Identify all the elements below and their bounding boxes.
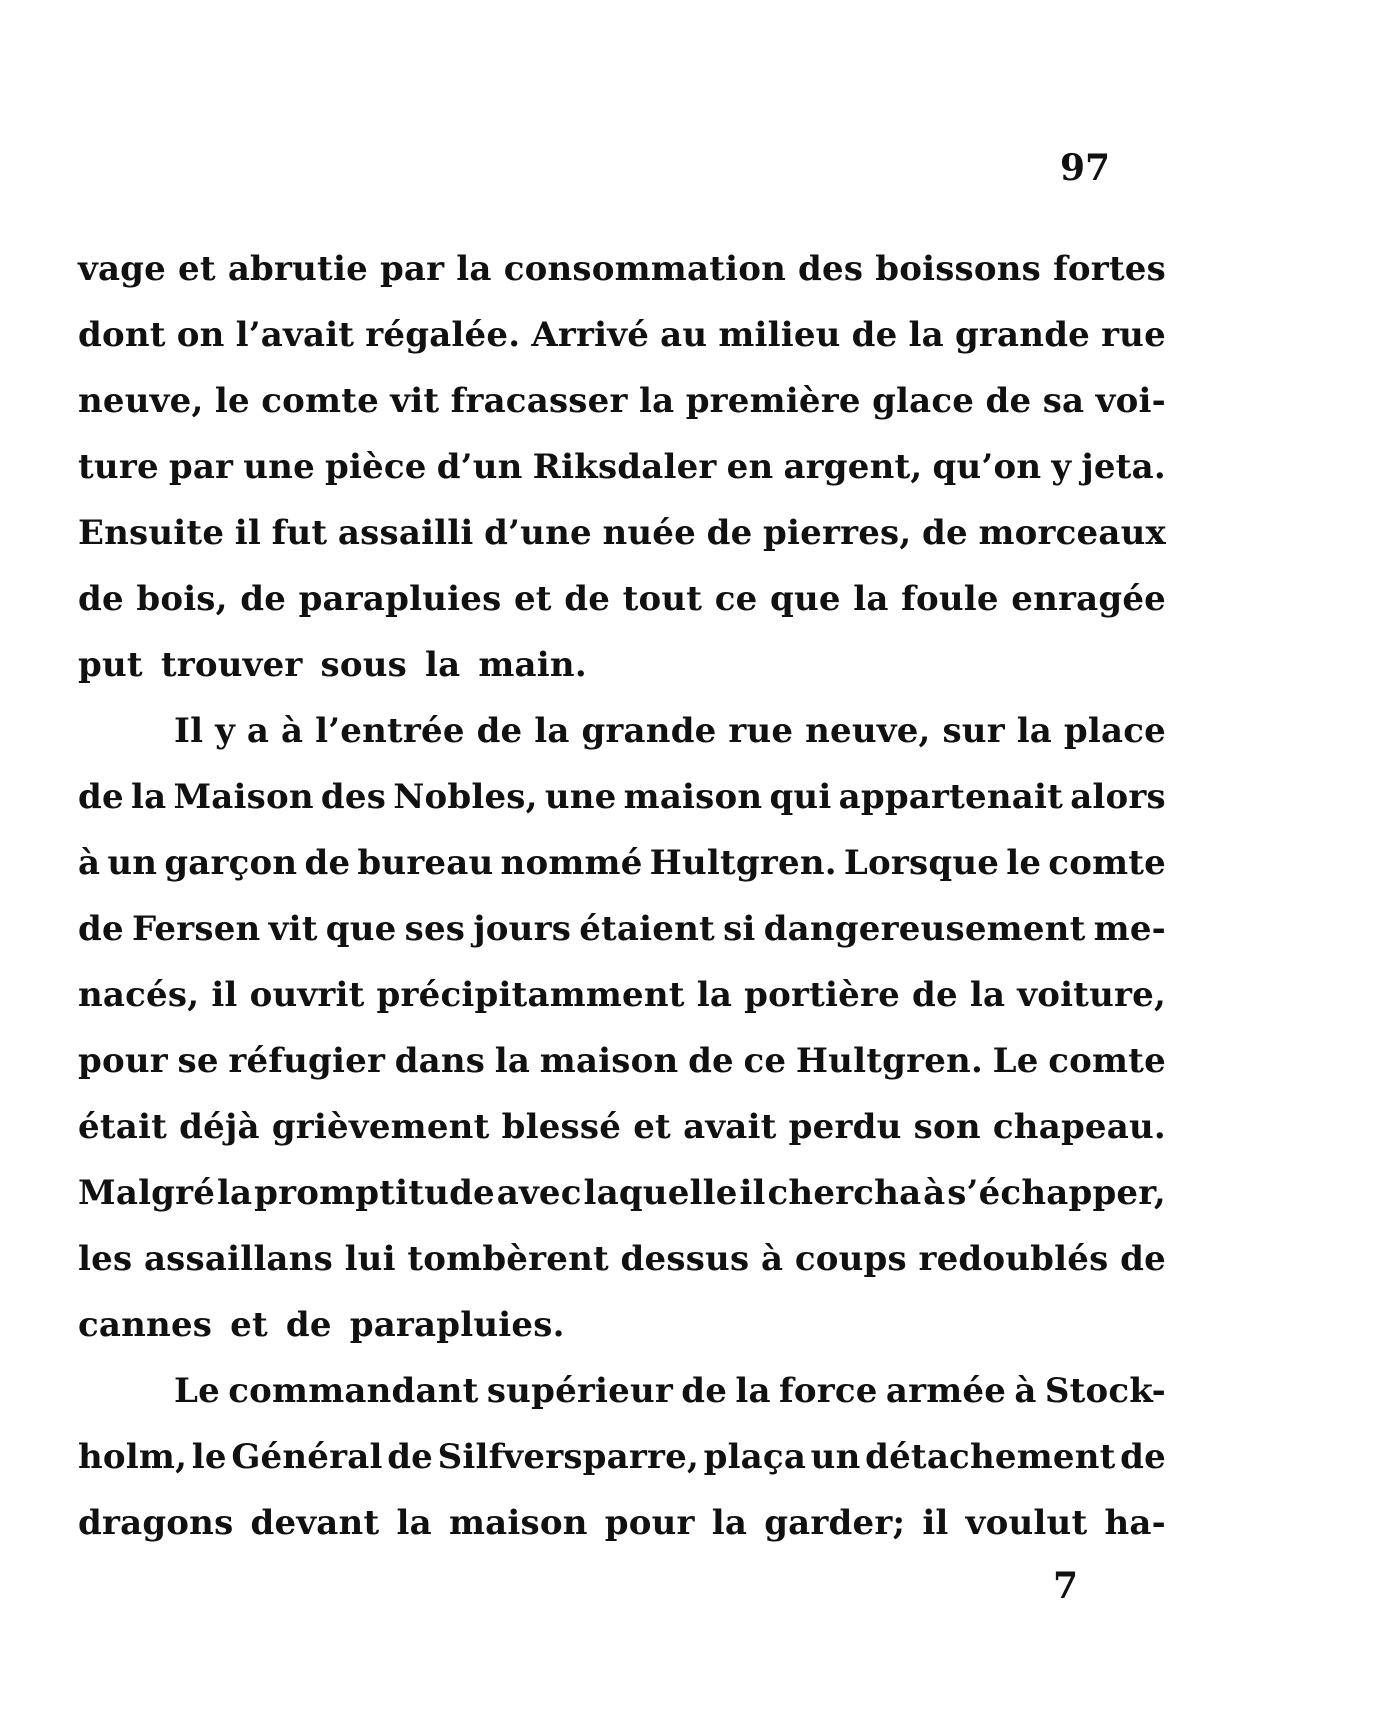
text-line xyxy=(78,236,1166,302)
text-line xyxy=(78,1226,1166,1292)
word: cannes xyxy=(78,1305,213,1345)
word: précipitamment xyxy=(376,975,685,1015)
word: la xyxy=(425,645,461,685)
word: glace xyxy=(872,381,975,421)
word: neuve, xyxy=(78,381,204,421)
word: au xyxy=(660,315,708,355)
word: armée xyxy=(885,1371,1007,1411)
word: dangereusement xyxy=(763,909,1086,949)
word: le xyxy=(1006,843,1042,883)
word: sur xyxy=(942,711,1005,751)
word: foule xyxy=(901,579,999,619)
word: le xyxy=(214,381,250,421)
word: à xyxy=(1014,1371,1037,1411)
word: un xyxy=(810,1437,861,1477)
word: d’une xyxy=(484,513,592,553)
word: neuve, xyxy=(805,711,931,751)
word: de xyxy=(681,1371,728,1411)
word: jeta. xyxy=(1081,447,1166,487)
word: supérieur xyxy=(486,1371,673,1411)
word: la xyxy=(1016,711,1053,751)
word: lui xyxy=(344,1239,396,1279)
word: était xyxy=(78,1107,167,1147)
word: assailli xyxy=(337,513,474,553)
word: de xyxy=(240,579,287,619)
text-line xyxy=(78,1358,1166,1424)
text-line xyxy=(78,698,1166,764)
word: le xyxy=(191,1437,227,1477)
word: de xyxy=(911,975,958,1015)
word: et xyxy=(513,579,552,619)
word: que xyxy=(325,909,397,949)
word: pierres, xyxy=(763,513,912,553)
word: en xyxy=(726,447,774,487)
word: parapluies xyxy=(298,579,502,619)
word: pièce xyxy=(324,447,427,487)
body-text xyxy=(78,236,1166,1556)
text-line xyxy=(78,500,1166,566)
word: la xyxy=(638,381,675,421)
word: de xyxy=(851,315,898,355)
word: la xyxy=(908,315,944,355)
word: il xyxy=(211,975,238,1015)
word: de xyxy=(476,711,523,751)
word: dans xyxy=(394,1041,486,1081)
word: déjà xyxy=(179,1107,260,1147)
word: un xyxy=(107,843,158,883)
text-line xyxy=(78,764,1166,830)
word: si xyxy=(723,909,756,949)
word: la xyxy=(696,975,733,1015)
word: sous xyxy=(320,645,408,685)
word: dont xyxy=(78,315,166,355)
word: de xyxy=(387,1437,434,1477)
word: parapluies. xyxy=(349,1305,565,1345)
word: y xyxy=(215,711,236,751)
word: milieu xyxy=(718,315,841,355)
word: de xyxy=(78,909,124,949)
word: jours xyxy=(473,909,572,949)
word: ce xyxy=(743,1041,787,1081)
word: blessé xyxy=(501,1107,622,1147)
word: détachement xyxy=(865,1437,1116,1477)
word: comte xyxy=(1048,843,1166,883)
word: que xyxy=(770,579,841,619)
signature-mark: 7 xyxy=(1053,1565,1079,1607)
word: Stock- xyxy=(1044,1371,1166,1411)
text-line xyxy=(78,368,1166,434)
word: à xyxy=(281,711,304,751)
word: main. xyxy=(478,645,587,685)
word: ha- xyxy=(1104,1503,1166,1543)
word: de xyxy=(688,1041,734,1081)
word: maison xyxy=(539,1041,679,1081)
word: des xyxy=(320,777,387,817)
word: put xyxy=(78,645,143,685)
word: étaient xyxy=(579,909,715,949)
word: la xyxy=(534,711,570,751)
word: Général xyxy=(231,1437,383,1477)
word: ture xyxy=(78,447,159,487)
word: régalée. xyxy=(365,315,521,355)
word: voi- xyxy=(1095,381,1166,421)
word: appartenait xyxy=(838,777,1064,817)
word: morceaux xyxy=(978,513,1166,553)
word: maison xyxy=(623,777,763,817)
word: de xyxy=(985,381,1032,421)
word: assaillans xyxy=(143,1239,333,1279)
word: avec xyxy=(496,1173,582,1213)
text-line xyxy=(78,1292,1166,1358)
word: fortes xyxy=(1053,249,1166,289)
text-line xyxy=(78,1028,1166,1094)
word: réfugier xyxy=(228,1041,386,1081)
word: garder; xyxy=(764,1503,906,1543)
word: redoublés xyxy=(918,1239,1109,1279)
text-line xyxy=(78,302,1166,368)
word: sa xyxy=(1042,381,1085,421)
word: l’avait xyxy=(235,315,355,355)
text-line xyxy=(78,1424,1166,1490)
word: place xyxy=(1063,711,1166,751)
word: une xyxy=(544,777,617,817)
word: qui xyxy=(769,777,832,817)
word: vage xyxy=(78,249,166,289)
word: les xyxy=(78,1239,133,1279)
text-line xyxy=(78,1490,1166,1556)
word: perdu xyxy=(788,1107,902,1147)
word: tombèrent xyxy=(407,1239,609,1279)
word: ses xyxy=(404,909,466,949)
word: une xyxy=(243,447,315,487)
word: pour xyxy=(604,1503,695,1543)
word: première xyxy=(685,381,861,421)
word: la xyxy=(494,1041,531,1081)
word: voulut xyxy=(965,1503,1088,1543)
word: comte xyxy=(261,381,379,421)
word: rue xyxy=(1101,315,1166,355)
word: garçon xyxy=(164,843,298,883)
word: de xyxy=(1120,1239,1166,1279)
word: voiture, xyxy=(1017,975,1166,1015)
text-line xyxy=(78,566,1166,632)
text-line xyxy=(78,434,1166,500)
word: qu’on xyxy=(932,447,1042,487)
word: grande xyxy=(581,711,717,751)
word: des xyxy=(798,249,864,289)
word: promptitude xyxy=(254,1173,495,1213)
word: de xyxy=(922,513,968,553)
word: son xyxy=(913,1107,981,1147)
word: consommation xyxy=(503,249,787,289)
word: la xyxy=(130,777,167,817)
word: la xyxy=(456,249,492,289)
word: chapeau. xyxy=(992,1107,1166,1147)
word: la xyxy=(735,1371,771,1411)
word: Hultgren. xyxy=(649,843,837,883)
word: holm, xyxy=(78,1437,188,1477)
word: alors xyxy=(1070,777,1166,817)
word: grièvement xyxy=(271,1107,490,1147)
word: devant xyxy=(250,1503,380,1543)
text-line xyxy=(78,896,1166,962)
word: la xyxy=(396,1503,432,1543)
word: se xyxy=(177,1041,219,1081)
word: argent, xyxy=(783,447,923,487)
word: Malgré xyxy=(78,1173,216,1213)
text-line xyxy=(78,1094,1166,1160)
word: portière xyxy=(744,975,900,1015)
word: de xyxy=(706,513,753,553)
word: de xyxy=(304,843,351,883)
word: rue xyxy=(728,711,794,751)
word: nommé xyxy=(500,843,643,883)
word: dragons xyxy=(78,1503,234,1543)
word: plaça xyxy=(703,1437,807,1477)
word: et xyxy=(230,1305,268,1345)
word: la xyxy=(711,1503,748,1543)
word: bois, xyxy=(136,579,228,619)
text-line xyxy=(78,962,1166,1028)
word: à xyxy=(760,1239,784,1279)
word: vit xyxy=(390,381,440,421)
word: vit xyxy=(268,909,318,949)
word: Lorsque xyxy=(843,843,1000,883)
word: Maison xyxy=(173,777,314,817)
word: et xyxy=(633,1107,671,1147)
word: bureau xyxy=(357,843,494,883)
page-number: 97 xyxy=(1060,147,1111,189)
word: d’un xyxy=(436,447,523,487)
word: grande xyxy=(954,315,1090,355)
word: de xyxy=(285,1305,332,1345)
word: Le xyxy=(992,1041,1039,1081)
word: ouvrit xyxy=(249,975,365,1015)
word: Hultgren. xyxy=(795,1041,983,1081)
text-line xyxy=(78,1160,1166,1226)
word: à xyxy=(78,843,101,883)
word: pour xyxy=(78,1041,168,1081)
word: avait xyxy=(683,1107,777,1147)
word: boissons xyxy=(875,249,1042,289)
word: comte xyxy=(1048,1041,1166,1081)
word: par xyxy=(168,447,234,487)
word: nuée xyxy=(602,513,696,553)
word: coups xyxy=(794,1239,907,1279)
word: la xyxy=(216,1173,253,1213)
word: de xyxy=(564,579,611,619)
word: Silfversparre, xyxy=(437,1437,699,1477)
word: force xyxy=(779,1371,878,1411)
word: il xyxy=(922,1503,949,1543)
word: Nobles, xyxy=(393,777,538,817)
word: Le xyxy=(174,1371,220,1411)
word: laquelle xyxy=(583,1173,738,1213)
word: ce xyxy=(714,579,758,619)
word: Riksdaler xyxy=(532,447,717,487)
word: il xyxy=(739,1173,766,1213)
word: a xyxy=(246,711,270,751)
word: on xyxy=(176,315,225,355)
word: Fersen xyxy=(131,909,261,949)
word: abrutie xyxy=(227,249,368,289)
word: à xyxy=(923,1173,946,1213)
text-line xyxy=(78,830,1166,896)
word: de xyxy=(78,777,124,817)
word: tout xyxy=(622,579,703,619)
word: me- xyxy=(1093,909,1166,949)
word: Il xyxy=(174,711,204,751)
word: chercha xyxy=(767,1173,922,1213)
word: la xyxy=(969,975,1006,1015)
word: commandant xyxy=(228,1371,479,1411)
word: fracasser xyxy=(450,381,628,421)
word: trouver xyxy=(160,645,303,685)
word: l’entrée xyxy=(315,711,465,751)
word: maison xyxy=(448,1503,588,1543)
word: de xyxy=(1120,1437,1166,1477)
word: de xyxy=(78,579,124,619)
word: enragée xyxy=(1011,579,1166,619)
word: Arrivé xyxy=(531,315,650,355)
text-line xyxy=(78,632,1166,698)
word: nacés, xyxy=(78,975,200,1015)
word: la xyxy=(853,579,889,619)
word: s’échapper, xyxy=(947,1173,1166,1213)
word: fut xyxy=(271,513,328,553)
word: Ensuite xyxy=(78,513,225,553)
word: il xyxy=(234,513,262,553)
word: y xyxy=(1051,447,1072,487)
word: par xyxy=(379,249,445,289)
word: dessus xyxy=(620,1239,750,1279)
word: et xyxy=(178,249,216,289)
